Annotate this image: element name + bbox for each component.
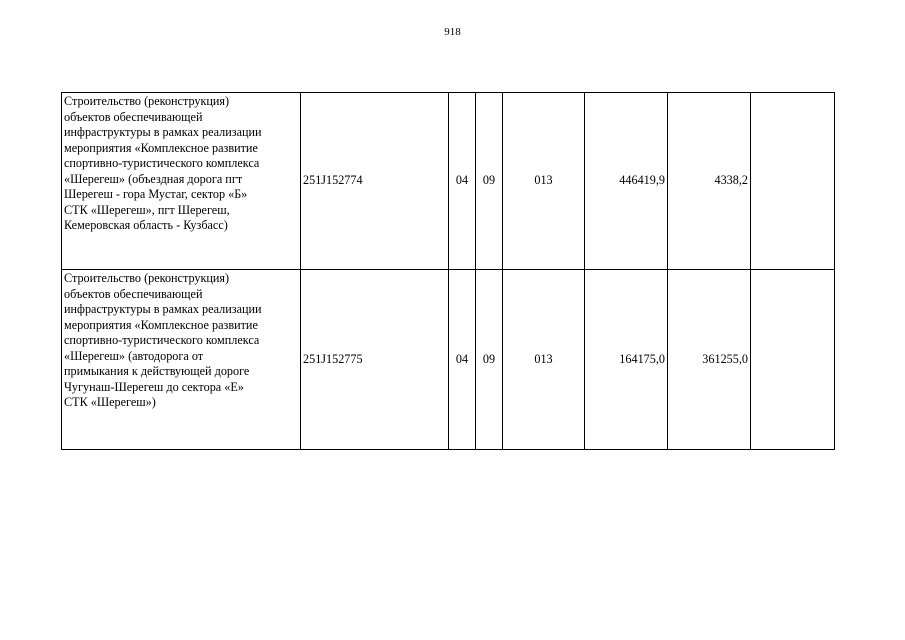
target-code-cell: 251J152775 [301,270,449,450]
object-name-line: «Шерегеш» (автодорога от [64,348,204,363]
amount-3-cell [751,270,835,450]
section-code-cell: 04 [449,270,476,450]
object-name-line: мероприятия «Комплексное развитие [64,317,258,332]
object-name-line: «Шерегеш» (объездная дорога пгт [64,171,243,186]
target-code-cell: 251J152774 [301,93,449,270]
object-name-line: инфраструктуры в рамках реализации [64,302,262,316]
object-name-line: мероприятия «Комплексное развитие [64,140,258,155]
object-name-line: спортивно-туристического комплекса [64,333,260,347]
object-name-line: спортивно-туристического комплекса [64,156,260,170]
table-row [62,93,835,270]
amount-1-cell: 446419,9 [585,93,668,270]
section-code-cell: 04 [449,93,476,270]
object-name-line: Чугунаш-Шерегеш до сектора «Е» [64,379,244,394]
object-name-line: объектов обеспечивающей [64,286,203,301]
expense-type-cell: 013 [503,270,585,450]
budget-table [61,92,835,450]
expense-type-cell: 013 [503,93,585,270]
object-name-line: Кемеровская область - Кузбасс) [64,218,228,232]
subsection-code-cell: 09 [476,93,503,270]
object-name-line: примыкания к действующей дороге [64,364,250,378]
amount-3-cell [751,93,835,270]
object-name-line: СТК «Шерегеш») [64,395,156,409]
object-name-cell [62,93,301,270]
object-name-cell [62,270,301,450]
object-name-line: Строительство (реконструкция) [64,94,230,108]
subsection-code-cell: 09 [476,270,503,450]
amount-1-cell: 164175,0 [585,270,668,450]
object-name-line: Строительство (реконструкция) [64,271,230,285]
page-number: 918 [444,26,461,38]
table-row [62,270,835,450]
object-name-line: инфраструктуры в рамках реализации [64,125,262,139]
amount-2-cell: 4338,2 [668,93,751,270]
object-name-line: Шерегеш - гора Мустаг, сектор «Б» [64,187,248,201]
object-name-line: СТК «Шерегеш», пгт Шерегеш, [64,202,230,217]
object-name-line: объектов обеспечивающей [64,109,203,124]
amount-2-cell: 361255,0 [668,270,751,450]
